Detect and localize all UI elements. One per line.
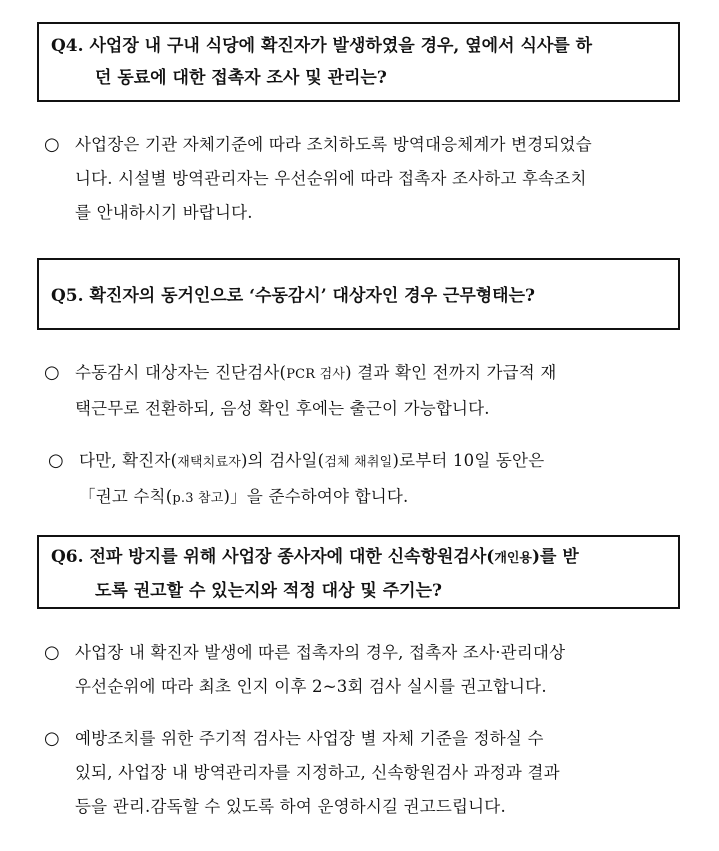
circle-bullet-icon: ○ xyxy=(48,450,64,471)
question-box-q4 xyxy=(37,22,680,102)
answer-q6-item2-line3: 등을 관리.감독할 수 있도록 하여 운영하시길 권고드립니다. xyxy=(75,797,506,816)
question-box-q6 xyxy=(37,535,680,609)
answer-q6-item2-line2: 있되, 사업장 내 방역관리자를 지정하고, 신속항원검사 과정과 결과 xyxy=(75,763,560,782)
answer-q6-item1-line1: 사업장 내 확진자 발생에 따른 접촉자의 경우, 접촉자 조사·관리대상 xyxy=(75,643,566,662)
circle-bullet-icon: ○ xyxy=(44,642,60,663)
answer-q5-item1-line1a: 수동감시 대상자는 진단검사( xyxy=(75,363,287,382)
answer-q4-line3: 를 안내하시기 바랍니다. xyxy=(75,203,253,222)
answer-q6-item2 xyxy=(44,722,684,824)
question-q6-line1b: )를 받 xyxy=(532,547,579,567)
circle-bullet-icon: ○ xyxy=(44,134,60,155)
circle-bullet-icon: ○ xyxy=(44,728,60,749)
question-q5-line1: Q5. 확진자의 동거인으로 ‘수동감시’ 대상자인 경우 근무형태는? xyxy=(51,286,535,306)
answer-q5-item2-line1a: 다만, 확진자( xyxy=(79,451,178,470)
answer-q6-item2-line1: 예방조치를 위한 주기적 검사는 사업장 별 자체 기준을 정하실 수 xyxy=(75,729,544,748)
answer-q5-item2-line2a: 「권고 수칙( xyxy=(79,487,173,506)
answer-q4 xyxy=(44,128,684,230)
answer-q5-item1-small: PCR 검사 xyxy=(286,367,346,382)
answer-q5-item2-line2-small: p.3 참고 xyxy=(172,491,224,506)
answer-q5-item2 xyxy=(48,444,688,516)
answer-q5-item2-line1c: )로부터 10일 동안은 xyxy=(392,451,545,470)
answer-q6-item1-line2: 우선순위에 따라 최초 인지 이후 2~3회 검사 실시를 권고합니다. xyxy=(75,677,547,696)
question-box-q5 xyxy=(37,258,680,330)
question-q6-small: 개인용 xyxy=(494,551,532,566)
answer-q5-item1-line2: 택근무로 전환하되, 음성 확인 후에는 출근이 가능합니다. xyxy=(75,399,490,418)
question-q4-line1: Q4. 사업장 내 구내 식당에 확진자가 발생하였을 경우, 옆에서 식사를 하 xyxy=(51,36,593,56)
question-q6-line2: 도록 권고할 수 있는지와 적정 대상 및 주기는? xyxy=(95,581,442,601)
answer-q5-item2-small1: 재택치료자 xyxy=(177,455,242,470)
answer-q5-item1 xyxy=(44,356,684,426)
circle-bullet-icon: ○ xyxy=(44,362,60,383)
answer-q5-item1-line1b: ) 결과 확인 전까지 가급적 재 xyxy=(345,363,557,382)
answer-q4-line2: 니다. 시설별 방역관리자는 우선순위에 따라 접촉자 조사하고 후속조치 xyxy=(75,169,587,188)
answer-q5-item2-line2b: )」을 준수하여야 합니다. xyxy=(223,487,409,506)
answer-q5-item2-line1b: )의 검사일( xyxy=(241,451,325,470)
answer-q6-item1 xyxy=(44,636,684,704)
answer-q4-line1: 사업장은 기관 자체기준에 따라 조치하도록 방역대응체계가 변경되었습 xyxy=(75,135,592,154)
answer-q5-item2-small2: 검체 채취일 xyxy=(324,455,393,470)
question-q4-line2: 던 동료에 대한 접촉자 조사 및 관리는? xyxy=(95,68,387,88)
question-q6-line1a: Q6. 전파 방지를 위해 사업장 종사자에 대한 신속항원검사( xyxy=(51,547,495,567)
